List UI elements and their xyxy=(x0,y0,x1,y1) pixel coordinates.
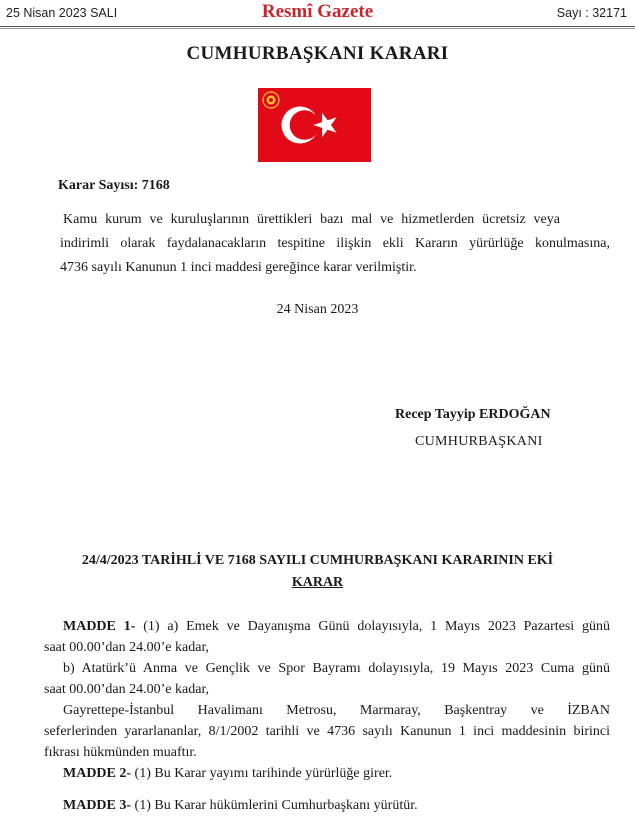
article-1-line-3: b) Atatürk’ü Anma ve Gençlik ve Spor Bayramı dolayısıyla, 19 Mayıs 2023 Cuma günü xyxy=(63,661,610,676)
article-2 xyxy=(63,762,392,786)
article-1-line-5: Gayrettepe-İstanbul Havalimanı Metrosu, Marmaray, Başkentray ve İZBAN xyxy=(63,703,610,718)
header-divider xyxy=(0,26,635,27)
article-1-line-7: fıkrası hükmünden muaftır. xyxy=(44,745,197,760)
issue-number: Sayı : 32171 xyxy=(556,6,627,20)
signer-title: CUMHURBAŞKANI xyxy=(415,434,543,449)
article-3-text: (1) Bu Karar hükümlerini Cumhurbaşkanı yürütür. xyxy=(131,798,418,813)
article-1-line-6: seferlerinden yararlananlar, 8/1/2002 tarihli ve 4736 sayılı Kanunun 1 inci maddesinin birinci xyxy=(44,724,610,739)
signer-name: Recep Tayyip ERDOĞAN xyxy=(395,407,551,422)
page-title: CUMHURBAŞKANI KARARI xyxy=(186,43,449,64)
header-divider-thin xyxy=(0,28,635,29)
article-2-text: (1) Bu Karar yayımı tarihinde yürürlüğe girer. xyxy=(131,766,393,781)
article-1-line-2: saat 00.00’dan 24.00’e kadar, xyxy=(44,640,210,655)
intro-line-2: indirimli olarak faydalanacakların tespitine ilişkin ekli Kararın yürürlüğe konulmasına, xyxy=(60,236,610,251)
annex-subtitle-text: KARAR xyxy=(291,575,344,590)
article-1-line-4: saat 00.00’dan 24.00’e kadar, xyxy=(44,682,210,697)
article-1-text-1: (1) a) Emek ve Dayanışma Günü dolayısıyla, 1 Mayıs 2023 Pazartesi günü xyxy=(135,619,611,634)
article-1-label: MADDE 1- xyxy=(63,619,136,634)
intro-line-1: Kamu kurum ve kuruluşlarının ürettikleri bazı mal ve hizmetlerden ücretsiz veya xyxy=(63,212,560,227)
article-3 xyxy=(63,794,418,818)
annex-subtitle xyxy=(0,575,635,591)
intro-line-3: 4736 sayılı Kanunun 1 inci maddesi gereğince karar verilmiştir. xyxy=(60,260,417,275)
gazette-header xyxy=(0,0,635,26)
gazette-title: Resmî Gazete xyxy=(261,1,374,22)
article-3-label: MADDE 3- xyxy=(63,798,132,813)
annex-title: 24/4/2023 TARİHLİ VE 7168 SAYILI CUMHURBAŞKANI KARARININ EKİ xyxy=(81,553,554,568)
presidential-emblem-icon xyxy=(262,91,280,109)
article-2-label: MADDE 2- xyxy=(63,766,132,781)
header-date: 25 Nisan 2023 SALI xyxy=(6,6,118,20)
decision-number: Karar Sayısı: 7168 xyxy=(58,178,170,193)
decision-date: 24 Nisan 2023 xyxy=(276,302,359,317)
